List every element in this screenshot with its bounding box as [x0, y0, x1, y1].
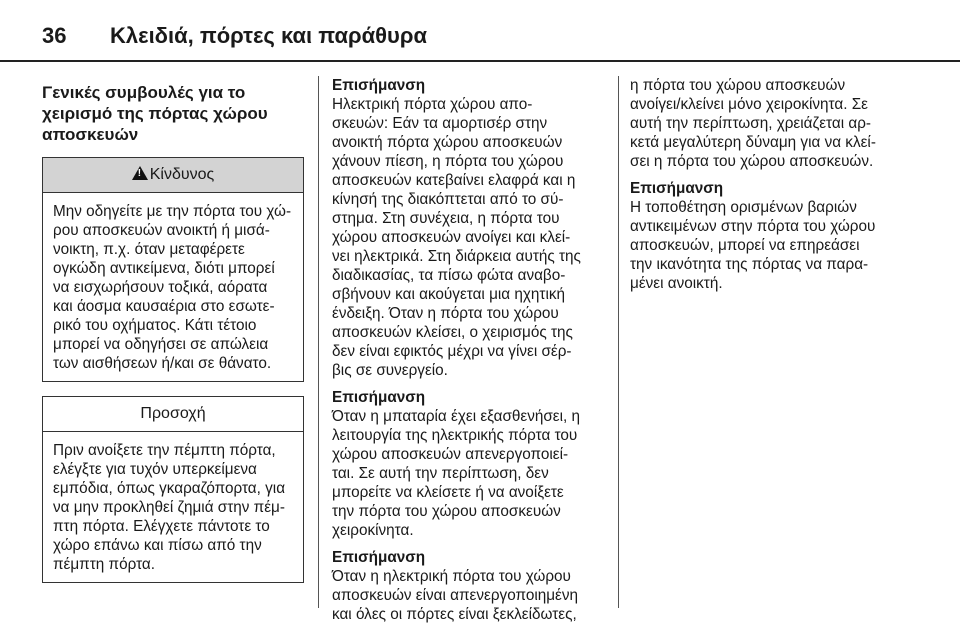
note-line: ένδειξη. Όταν η πόρτα του χώρου — [332, 305, 559, 322]
caution-text-line: Πριν ανοίξετε την πέμπτη πόρτα, — [53, 442, 276, 459]
note-line: αντικειμένων στην πόρτα του χώρου — [630, 218, 876, 235]
note-line: Όταν η μπαταρία έχει εξασθενήσει, η — [332, 408, 581, 425]
danger-text-line: να εισχωρήσουν τοξικά, αόρατα — [53, 279, 268, 296]
note-line: μένει ανοικτή. — [630, 275, 723, 292]
note-line: σβήνουν και ακούγεται μια ηχητική — [332, 286, 566, 303]
note-line: δεν είναι εφικτός μέχρι να γίνει σέρ- — [332, 343, 572, 360]
caution-text-line: πτη πόρτα. Ελέγχετε πάντοτε το — [53, 518, 270, 535]
column-divider-1 — [318, 76, 319, 608]
section-title-line: Γενικές συμβουλές για το — [42, 83, 246, 102]
continuation-line: σει η πόρτα του χώρου αποσκευών. — [630, 153, 874, 170]
danger-heading-text: Κίνδυνος — [149, 166, 215, 183]
caution-text-line: ελέγξτε για τυχόν υπερκείμενα — [53, 461, 257, 478]
danger-box-heading — [43, 158, 303, 193]
note-line: Ηλεκτρική πόρτα χώρου απο- — [332, 96, 533, 113]
note-line: μπορείτε να κλείσετε ή να ανοίξετε — [332, 484, 564, 501]
section-title-line: αποσκευών — [42, 125, 139, 144]
note-line: και όλες οι πόρτες είναι ξεκλείδωτες, — [332, 606, 577, 623]
danger-text-line: μπορεί να οδηγήσει σε απώλεια — [53, 336, 269, 353]
danger-box-body — [43, 193, 303, 381]
note-title: Επισήμανση — [332, 549, 426, 566]
caution-text-line: να μην προκληθεί ζημιά στην πέμ- — [53, 499, 285, 516]
chapter-title: Κλειδιά, πόρτες και παράθυρα — [110, 23, 427, 48]
note-block — [630, 179, 908, 293]
warning-triangle-icon — [132, 166, 148, 180]
note-line: νει ηλεκτρικά. Στη διάρκεια αυτής της — [332, 248, 581, 265]
caution-box — [42, 396, 304, 583]
danger-text-line: ρου αποσκευών ανοικτή ή μισά- — [53, 222, 270, 239]
note-title: Επισήμανση — [630, 180, 724, 197]
note-line: χώρου αποσκευών ανοίγει και κλεί- — [332, 229, 571, 246]
caution-text-line: πέμπτη πόρτα. — [53, 556, 156, 573]
note-block — [332, 548, 604, 624]
note-block — [332, 76, 604, 380]
note-line: στημα. Στη συνέχεια, η πόρτα του — [332, 210, 560, 227]
caution-box-body — [43, 432, 303, 582]
note-line: βις σε συνεργείο. — [332, 362, 448, 379]
note-line: λειτουργία της ηλεκτρικής πόρτα του — [332, 427, 578, 444]
page-header — [42, 16, 427, 56]
page-number: 36 — [42, 23, 67, 48]
section-title-line: χειρισμό της πόρτας χώρου — [42, 104, 268, 123]
caution-text-line: εμπόδια, όπως γκαραζόπορτα, για — [53, 480, 286, 497]
note-line: διαδικασίας, τα πίσω φώτα αναβο- — [332, 267, 566, 284]
continuation-line: ανοίγει/κλείνει μόνο χειροκίνητα. Σε — [630, 96, 868, 113]
note-line: ανοικτή πόρτα χώρου αποσκευών — [332, 134, 563, 151]
danger-text-line: νοικτη, π.χ. όταν μεταφέρετε — [53, 241, 245, 258]
note-line: αποσκευών, μπορεί να επηρεάσει — [630, 237, 860, 254]
note-line: αποσκευών κλείσει, ο χειρισμός της — [332, 324, 573, 341]
danger-box — [42, 157, 304, 382]
header-divider — [0, 60, 960, 62]
column-2 — [332, 76, 604, 632]
continuation-line: κετά μεγαλύτερη δύναμη για να κλεί- — [630, 134, 876, 151]
note-line: Όταν η ηλεκτρική πόρτα του χώρου — [332, 568, 571, 585]
caution-box-heading: Προσοχή — [43, 397, 303, 432]
note-block — [332, 388, 604, 540]
note-title: Επισήμανση — [332, 77, 426, 94]
column-1 — [42, 76, 304, 597]
danger-text-line: ρικό του οχήματος. Κάτι τέτοιο — [53, 317, 257, 334]
continuation-block — [630, 76, 908, 171]
note-line: την ικανότητα της πόρτας να παρα- — [630, 256, 869, 273]
note-line: χάνουν πίεση, η πόρτα του χώρου — [332, 153, 564, 170]
note-line: την πόρτα του χώρου αποσκευών — [332, 503, 561, 520]
note-line: αποσκευών κατεβαίνει ελαφρά και η — [332, 172, 576, 189]
danger-text-line: ογκώδη αντικείμενα, διότι μπορεί — [53, 260, 275, 277]
section-title — [42, 82, 304, 145]
note-line: σκευών: Εάν τα αμορτισέρ στην — [332, 115, 548, 132]
note-line: κίνησή της διακόπτεται από το σύ- — [332, 191, 564, 208]
column-3 — [630, 76, 908, 301]
danger-text-line: και άοσμα καυσαέρια στο εσωτε- — [53, 298, 275, 315]
note-line: αποσκευών είναι απενεργοποιημένη — [332, 587, 579, 604]
danger-text-line: Μην οδηγείτε με την πόρτα του χώ- — [53, 203, 292, 220]
note-title: Επισήμανση — [332, 389, 426, 406]
note-line: χειροκίνητα. — [332, 522, 414, 539]
note-line: ται. Σε αυτή την περίπτωση, δεν — [332, 465, 549, 482]
column-divider-2 — [618, 76, 619, 608]
continuation-line: αυτή την περίπτωση, χρειάζεται αρ- — [630, 115, 872, 132]
caution-text-line: χώρο επάνω και πίσω από την — [53, 537, 262, 554]
note-line: χώρου αποσκευών απενεργοποιεί- — [332, 446, 569, 463]
continuation-line: η πόρτα του χώρου αποσκευών — [630, 77, 846, 94]
note-line: Η τοποθέτηση ορισμένων βαριών — [630, 199, 857, 216]
danger-text-line: των αισθήσεων ή/και σε θάνατο. — [53, 355, 272, 372]
